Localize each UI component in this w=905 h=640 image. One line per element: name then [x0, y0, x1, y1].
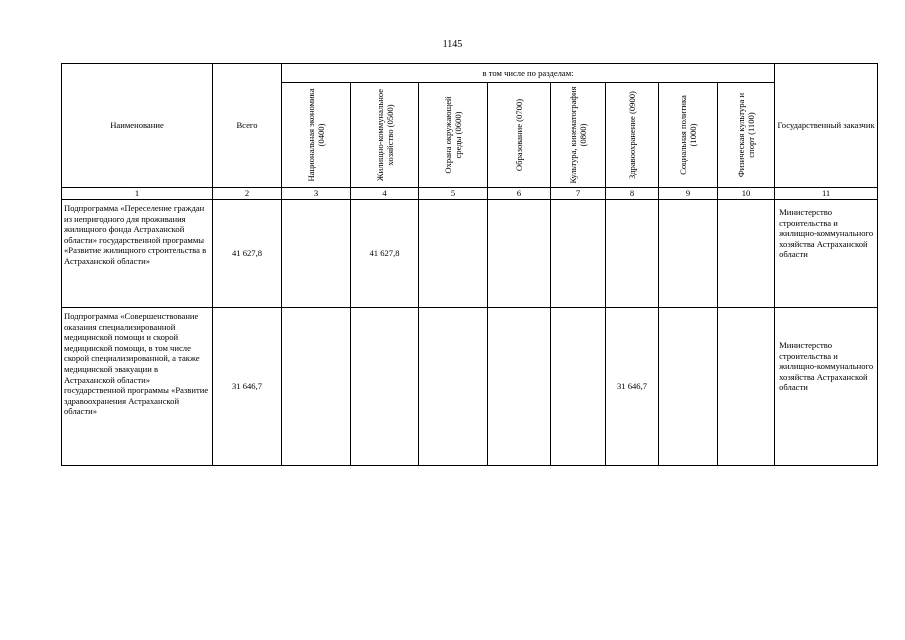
- page-number: 1145: [442, 39, 463, 50]
- header-name: Наименование: [62, 64, 213, 188]
- header-section: [606, 83, 659, 188]
- header-section-label: Охрана окружающей среды (0600): [443, 96, 463, 174]
- section-value: [551, 308, 606, 466]
- program-name: Подпрограмма «Совершенствование оказания специализированной медицинской помощи и скорой медицинской помощи, в том числе скорой специализированной, а также медицинской эвакуации в Астраханской области» государственной программы «Развитие здравоохранения Астраханской области»: [62, 308, 213, 466]
- column-number: 6: [488, 188, 551, 200]
- column-number-row: [62, 188, 878, 200]
- header-customer: Государственный заказчик: [775, 64, 878, 188]
- header-section: [659, 83, 718, 188]
- column-number: 1: [62, 188, 213, 200]
- column-number: 7: [551, 188, 606, 200]
- header-section-label: Образование (0700): [514, 98, 524, 172]
- table-row: [62, 200, 878, 308]
- total-value: 31 646,7: [213, 308, 282, 466]
- header-section: [488, 83, 551, 188]
- header-section: [551, 83, 606, 188]
- header-total: Всего: [213, 64, 282, 188]
- section-value: 41 627,8: [351, 200, 419, 308]
- header-section: [419, 83, 488, 188]
- total-value: 41 627,8: [213, 200, 282, 308]
- header-section: [351, 83, 419, 188]
- section-value: [282, 308, 351, 466]
- header-section-label: Физическая культура и спорт (1100): [736, 92, 757, 178]
- budget-table: [61, 63, 878, 466]
- header-section: [282, 83, 351, 188]
- section-value: [659, 308, 718, 466]
- section-value: [718, 200, 775, 308]
- section-value: 31 646,7: [606, 308, 659, 466]
- section-value: [551, 200, 606, 308]
- column-number: 2: [213, 188, 282, 200]
- section-value: [659, 200, 718, 308]
- section-value: [419, 200, 488, 308]
- program-name: Подпрограмма «Переселение граждан из непригодного для проживания жилищного фонда Астраханской области» государственной программы «Развитие жилищного строительства в Астраханской области»: [62, 200, 213, 308]
- customer-name: Министерство строительства и жилищно-коммунального хозяйства Астраханской области: [779, 340, 874, 393]
- column-number: 9: [659, 188, 718, 200]
- section-value: [488, 308, 551, 466]
- section-value: [419, 308, 488, 466]
- header-section-label: Культура, кинематография (0800): [568, 86, 588, 184]
- header-section-label: Национальная экономика (0400): [306, 88, 326, 182]
- section-value: [351, 308, 419, 466]
- column-number: 8: [606, 188, 659, 200]
- column-number: 10: [718, 188, 775, 200]
- section-value: [282, 200, 351, 308]
- section-value: [718, 308, 775, 466]
- section-value: [488, 200, 551, 308]
- section-value: [606, 200, 659, 308]
- customer-cell: [775, 308, 878, 466]
- customer-cell: [775, 200, 878, 308]
- column-number: 5: [419, 188, 488, 200]
- header-section-label: Жилищно-коммунальное хозяйство (0500): [374, 88, 395, 182]
- column-number: 11: [775, 188, 878, 200]
- customer-name: Министерство строительства и жилищно-коммунального хозяйства Астраханской области: [779, 207, 874, 260]
- header-sections-group: в том числе по разделам:: [282, 64, 775, 83]
- table-row: [62, 308, 878, 466]
- column-number: 3: [282, 188, 351, 200]
- header-section-label: Социальная политика (1000): [678, 95, 698, 175]
- column-number: 4: [351, 188, 419, 200]
- header-section-label: Здравоохранение (0900): [627, 91, 637, 179]
- header-section: [718, 83, 775, 188]
